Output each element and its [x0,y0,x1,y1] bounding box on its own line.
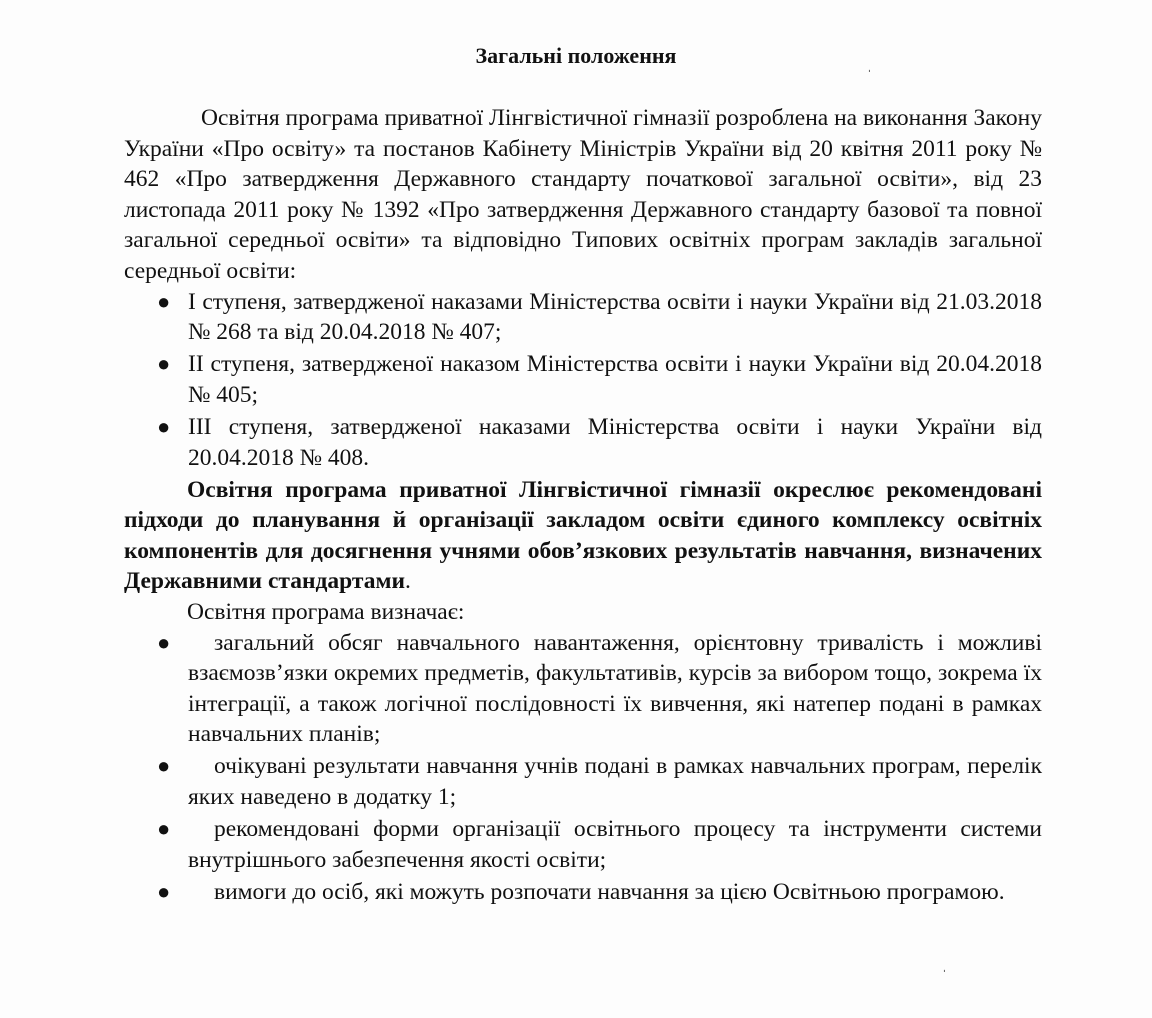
defines-list [124,628,1042,908]
scan-speck: ˌ [867,58,872,73]
list-item [124,412,1042,473]
bullet-icon: ● [157,413,171,439]
list-item-text: І ступеня, затвердженої наказами Міністерства освіти і науки України від 21.03.2018 № 268 та від 20.04.2018 № 407; [188,288,1042,346]
list-item-text: вимоги до осіб, які можуть розпочати навчання за цією Освітньою програмою. [214,878,1005,905]
program-levels-list [124,287,1042,474]
bold-paragraph-end: . [405,568,411,595]
document-body [124,103,1042,909]
list-item-text: рекомендовані форми організації освітнього процесу та інструменти системи внутрішнього забезпечення якості освіти; [188,816,1042,873]
bullet-icon: ● [157,816,171,842]
scan-speck: ˌ [942,958,947,973]
bullet-icon: ● [157,629,171,655]
bullet-icon: ● [157,288,171,314]
list-item-text: загальний обсяг навчального навантаження, орієнтовну тривалість і можливі взаємозв’язки окремих предметів, факультативів, курсів за вибором тощо, зокрема їх інтеграції, а також логічної послідовності їх вивчення, які натепер подані в рамках навчальних планів; [188,629,1042,748]
list-item [124,349,1042,410]
list-item [124,287,1042,348]
document-title: Загальні положення [475,43,677,68]
bold-paragraph-text: Освітня програма приватної Лінгвістичної гімназії окреслює рекомендовані підходи до планування й організації закладом освіти єдиного комплексу освітніх компонентів для досягнення учнями обов’язкових результатів навчання, визначених Державними стандартами [124,476,1042,595]
bullet-icon: ● [157,753,171,779]
bullet-icon: ● [157,878,171,904]
list-item [124,814,1042,875]
list-item-text: ІІІ ступеня, затвердженої наказами Міністерства освіти і науки України від 20.04.2018 № 408. [188,413,1042,471]
bullet-icon: ● [157,351,171,377]
list-item [124,877,1042,908]
defines-label: Освітня програма визначає: [187,599,465,625]
list-item [124,751,1042,812]
list-item-text: очікувані результати навчання учнів подані в рамках навчальних програм, перелік яких наведено в додатку 1; [188,753,1042,811]
bold-paragraph [124,475,1042,597]
intro-paragraph: Освітня програма приватної Лінгвістичної гімназії розроблена на виконання Закону України «Про освіту» та постанов Кабінету Міністрів України від 20 квітня 2011 року № 462 «Про затвердження Державного стандарту початкової загальної освіти», від 23 листопада 2011 року № 1392 «Про затвердження Державного стандарту базової та повної загальної середньої освіти» та відповідно Типових освітніх програм закладів загальної середньої освіти: [124,105,1042,284]
list-item-text: ІІ ступеня, затвердженої наказом Міністерства освіти і науки України від 20.04.2018 № 405; [188,351,1042,408]
list-item [124,628,1042,750]
